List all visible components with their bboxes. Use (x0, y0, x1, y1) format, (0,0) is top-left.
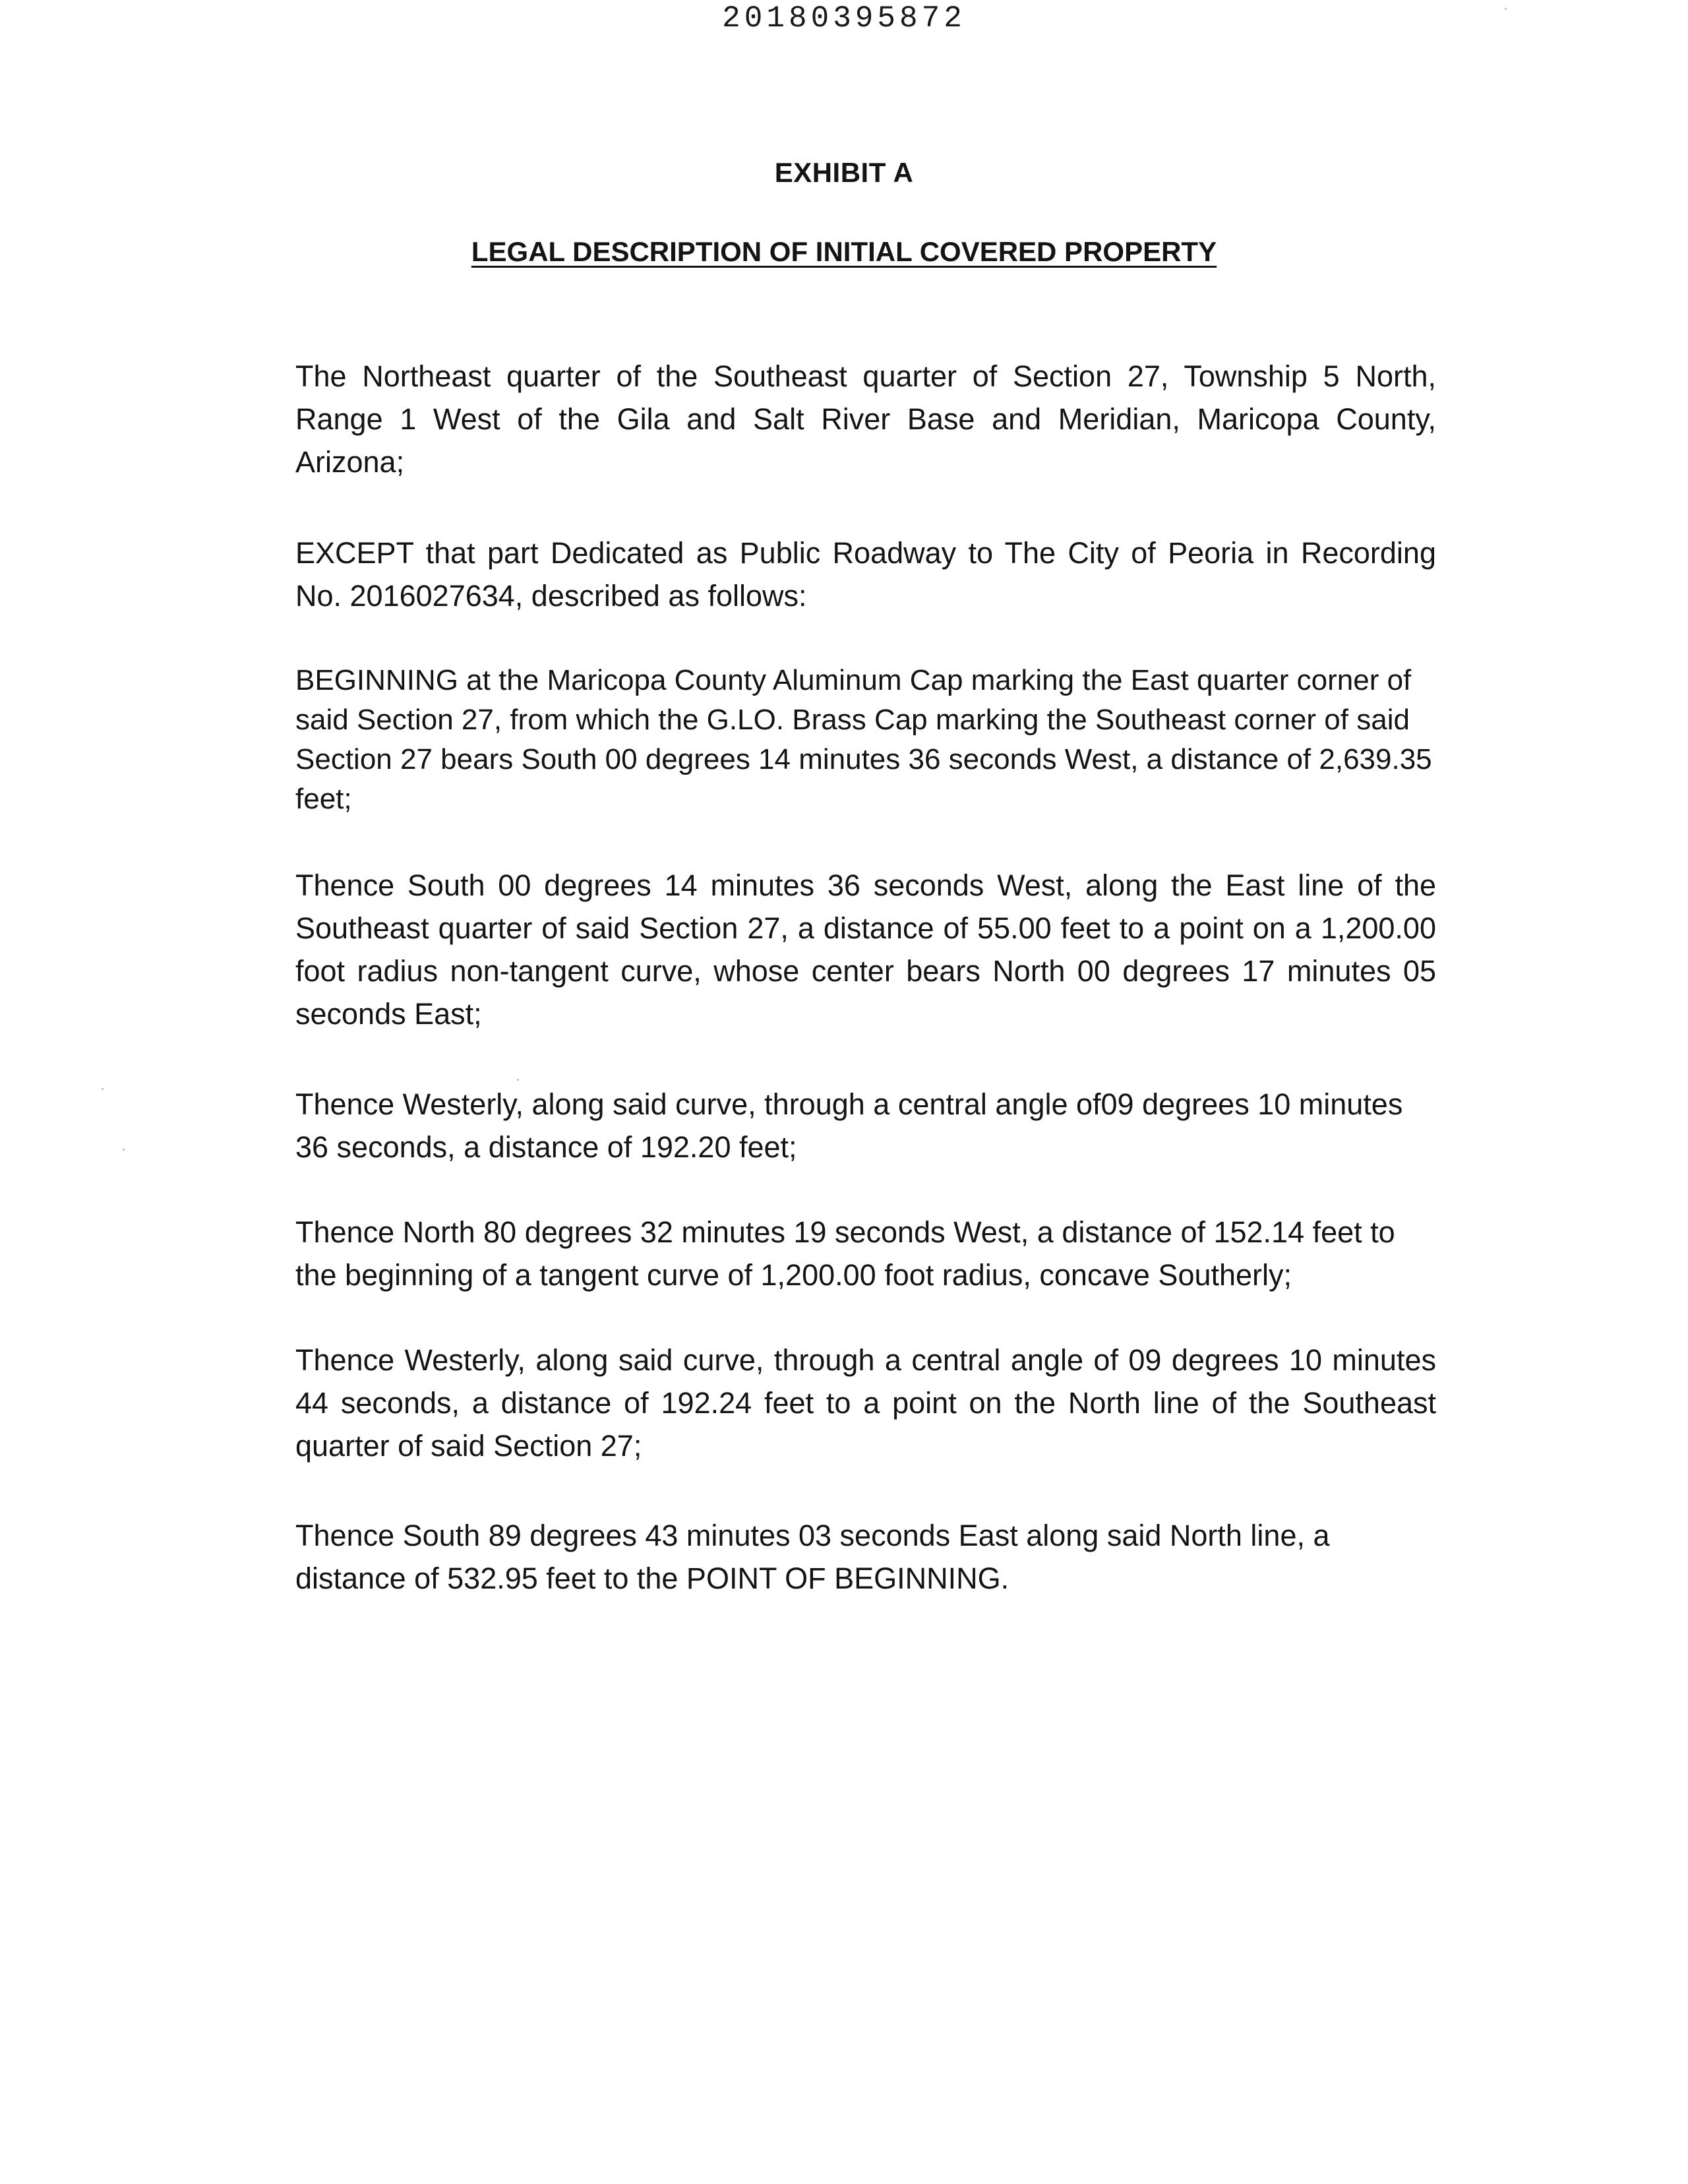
course-paragraph-2: Thence Westerly, along said curve, through a central angle of09 degrees 10 minutes 36 seconds, a distance of 192.20 feet; (295, 1087, 1403, 1164)
scan-speck (1505, 8, 1507, 10)
course-paragraph-4: Thence Westerly, along said curve, through a central angle of 09 degrees 10 minutes 44 seconds, a distance of 192.24 feet to a point on the North line of the Southeast quarter of said Section 27; (295, 1343, 1436, 1463)
exception-paragraph: EXCEPT that part Dedicated as Public Roadway to The City of Peoria in Recording No. 2016027634, described as follows: (295, 536, 1436, 613)
scan-speck (102, 1088, 104, 1090)
course-paragraph-3: Thence North 80 degrees 32 minutes 19 seconds West, a distance of 152.14 feet to the beginning of a tangent curve of 1,200.00 foot radius, concave Southerly; (295, 1215, 1395, 1292)
exhibit-subtitle-text: LEGAL DESCRIPTION OF INITIAL COVERED PROPERTY (471, 236, 1217, 267)
beginning-paragraph: BEGINNING at the Maricopa County Aluminum Cap marking the East quarter corner of said Section 27, from which the G.LO. Brass Cap marking the Southeast corner of said Section 27 bears South 00 degrees 14 minutes 36 seconds West, a distance of 2,639.35 feet; (295, 664, 1432, 815)
exhibit-title: EXHIBIT A (774, 157, 914, 188)
scan-speck (517, 1079, 519, 1081)
legal-description-paragraph: The Northeast quarter of the Southeast quarter of Section 27, Township 5 North, Range 1 West of the Gila and Salt River Base and Meridian, Maricopa County, Arizona; (295, 359, 1436, 479)
recording-number: 20180395872 (722, 1, 966, 36)
exhibit-subtitle (0, 236, 1688, 268)
course-paragraph-1: Thence South 00 degrees 14 minutes 36 seconds West, along the East line of the Southeast quarter of said Section 27, a distance of 55.00 feet to a point on a 1,200.00 foot radius non-tangent curve, whose center bears North 00 degrees 17 minutes 05 seconds East; (295, 868, 1436, 1031)
closing-paragraph: Thence South 89 degrees 43 minutes 03 seconds East along said North line, a distance of 532.95 feet to the POINT OF BEGINNING. (295, 1519, 1330, 1595)
scan-speck (123, 1149, 125, 1151)
